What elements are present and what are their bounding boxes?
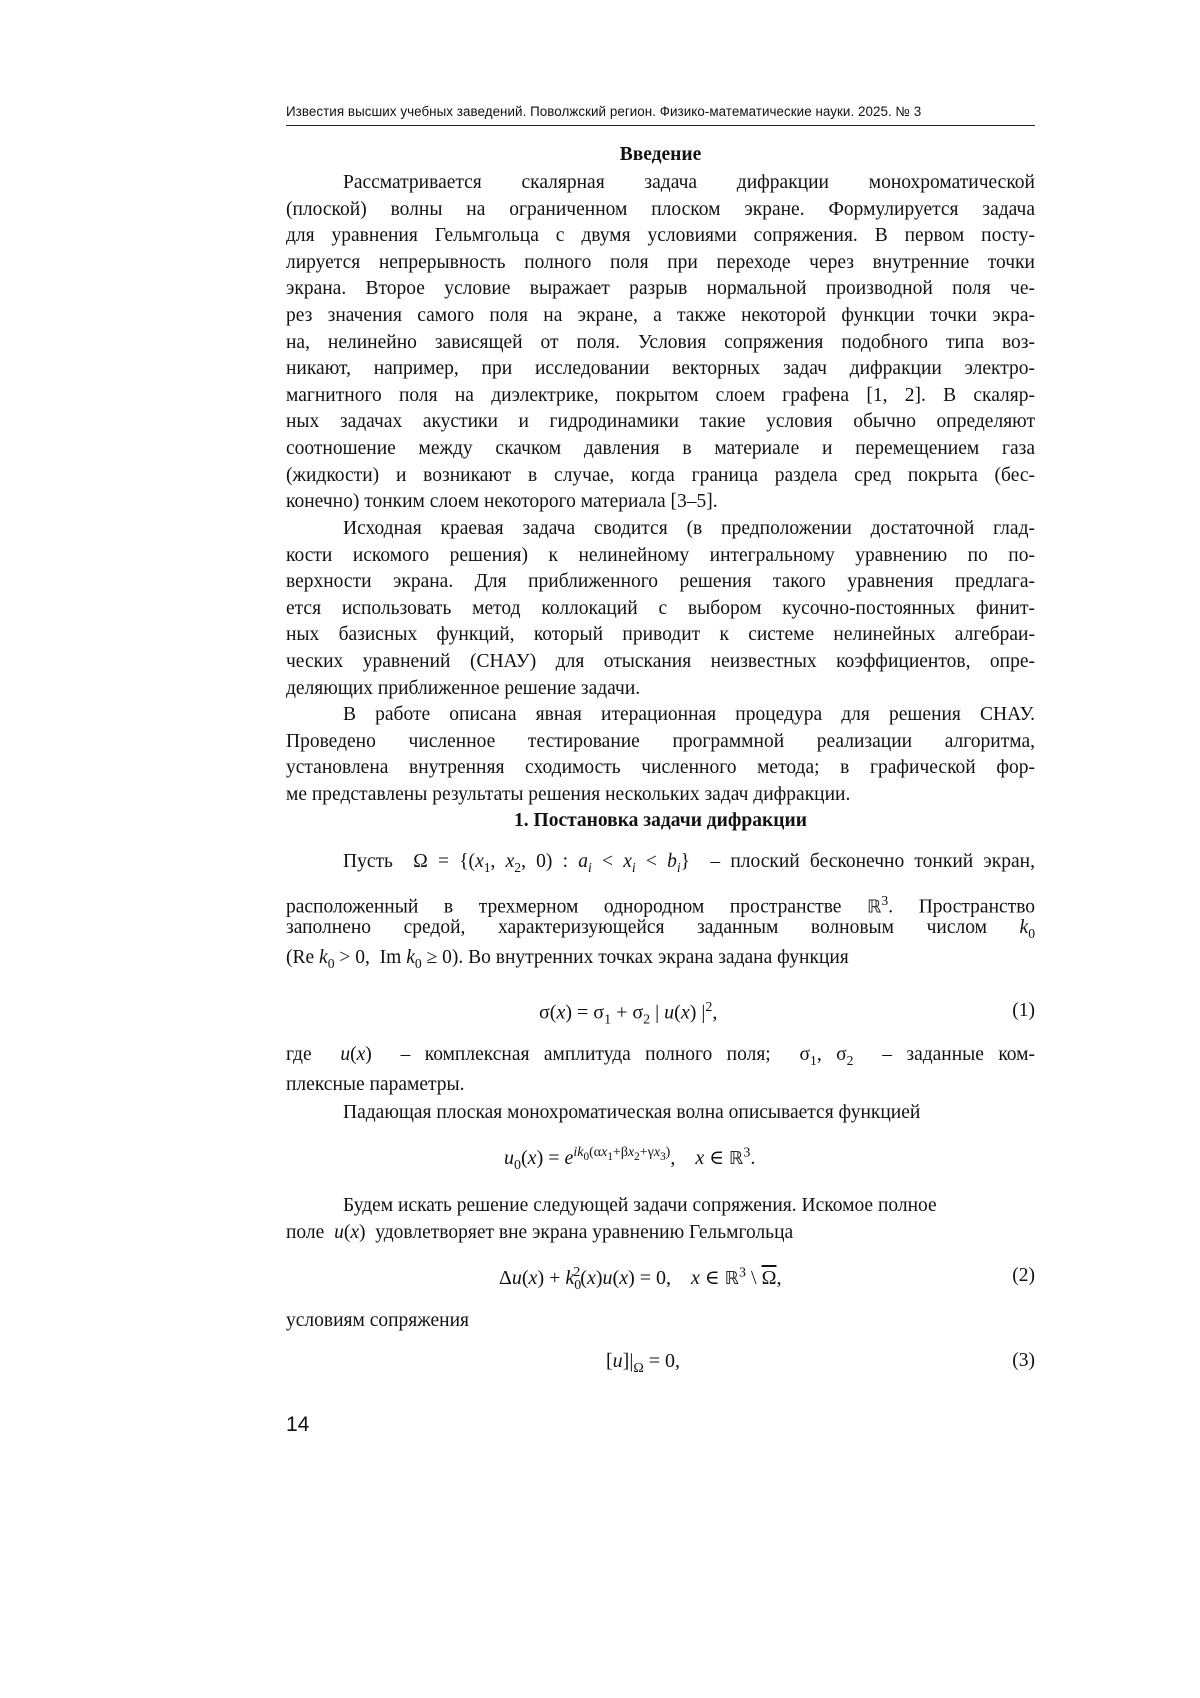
text-line: лируется непрерывность полного поля при переходе через внутренние точки <box>286 251 1035 273</box>
text-line: для уравнения Гельмгольца с двумя условиями сопряжения. В первом посту- <box>286 225 1035 247</box>
text-line: (плоской) волны на ограниченном плоском экране. Формулируется задача <box>286 198 1035 220</box>
problem-line-3: заполнено средой, характеризующейся заданным волновым числом $k_0$ <box>286 917 1036 941</box>
text-line: верхности экрана. Для приближенного решения такого уравнения предлага- <box>286 571 1035 593</box>
text-line: никают, например, при исследовании векторных задач дифракции электро- <box>286 358 1035 380</box>
text-line: соотношение между скачком давления в материале и перемещением газа <box>286 437 1035 459</box>
section-title-intro: Введение <box>619 144 702 165</box>
problem-line-4: (Re $k_0 > 0$, Im $k_0 \ge 0$). Во внутренних точках экрана задана функция <box>286 947 849 971</box>
problem-line-1: Пусть $\Omega = \{(x_1$, $x_2$, 0) : $a_i < x_i < b_i$} – плоский бесконечно тонкий экран, <box>343 851 1035 875</box>
where-line-1: где u(x) – комплексная амплитуда полного поля; $\sigma_1$, $\sigma_2$ – заданные ком- <box>286 1044 1036 1068</box>
paragraph-intro-3 <box>286 702 1035 808</box>
text-line: кости искомого решения) к нелинейному интегральному уравнению по по- <box>286 544 1035 566</box>
equation-2-number: (2) <box>1012 1265 1035 1286</box>
equation-2: $\Delta u(x) + k_0^2(x)u(x) = 0$, x ∈ ℝ$^3$ \ $\overline{\Omega}$, <box>499 1265 782 1293</box>
where-line-2: плексные параметры. <box>286 1074 465 1095</box>
paragraph-intro-2 <box>286 516 1035 702</box>
incident-wave-text: Падающая плоская монохроматическая волна описывается функцией <box>343 1102 921 1123</box>
seek-line-2: поле u(x) удовлетворяет вне экрана уравнению Гельмгольца <box>286 1222 794 1243</box>
equation-3-number: (3) <box>1012 1350 1035 1371</box>
text-line: Проведено численное тестирование программной реализации алгоритма, <box>286 730 1035 752</box>
running-header: Известия высших учебных заведений. Поволжский регион. Физико-математические науки. 2025. № 3 <box>286 104 922 119</box>
text-line: на, нелинейно зависящей от поля. Условия сопряжения подобного типа воз- <box>286 331 1035 353</box>
text-line: ме представлены результаты решения нескольких задач дифракции. <box>286 783 851 805</box>
text-line: экрана. Второе условие выражает разрыв нормальной производной поля че- <box>286 278 1035 300</box>
equation-incident: $u_0(x) = e^{ik_0(\alpha x_1+\beta x_2+\gamma x_3)}$, x ∈ ℝ$^3$. <box>504 1145 756 1173</box>
text-line: ется использовать метод коллокаций с выбором кусочно-постоянных финит- <box>286 597 1035 619</box>
equation-1-number: (1) <box>1012 1000 1035 1021</box>
text-line: ческих уравнений (СНАУ) для отыскания неизвестных коэффициентов, опре- <box>286 650 1035 672</box>
paragraph-intro-1 <box>286 170 1035 516</box>
text-line: рез значения самого поля на экране, а также некоторой функции точки экра- <box>286 304 1035 326</box>
text-line: Исходная краевая задача сводится (в предположении достаточной глад- <box>343 518 1035 539</box>
seek-line-1: Будем искать решение следующей задачи сопряжения. Искомое полное <box>343 1195 937 1216</box>
problem-line-2: расположенный в трехмерном однородном пространстве ℝ$^3$. Пространство <box>286 893 1036 918</box>
section-title-problem: 1. Постановка задачи дифракции <box>514 810 807 831</box>
text-line: конечно) тонким слоем некоторого материала [3–5]. <box>286 491 718 513</box>
equation-3: $[u]|_\Omega = 0$, <box>606 1350 681 1376</box>
conjugation-text: условиям сопряжения <box>286 1310 469 1331</box>
text-line: Рассматривается скалярная задача дифракции монохроматической <box>343 172 1035 193</box>
text-line: (жидкости) и возникают в случае, когда граница раздела сред покрыта (бес- <box>286 464 1035 486</box>
text-line: ных базисных функций, который приводит к системе нелинейных алгебраи- <box>286 624 1035 646</box>
text-line: деляющих приближенное решение задачи. <box>286 677 641 699</box>
header-rule <box>286 125 1035 126</box>
equation-1: $\sigma(x) = \sigma_1 + \sigma_2$ | u(x) $|^2$, <box>539 1000 718 1028</box>
text-line: ных задачах акустики и гидродинамики такие условия обычно определяют <box>286 411 1035 433</box>
text-line: магнитного поля на диэлектрике, покрытом слоем графена [1, 2]. В скаляр- <box>286 384 1035 406</box>
page-number: 14 <box>286 1413 310 1436</box>
text-line: установлена внутренняя сходимость численного метода; в графической фор- <box>286 757 1035 779</box>
text-line: В работе описана явная итерационная процедура для решения СНАУ. <box>343 704 1035 725</box>
